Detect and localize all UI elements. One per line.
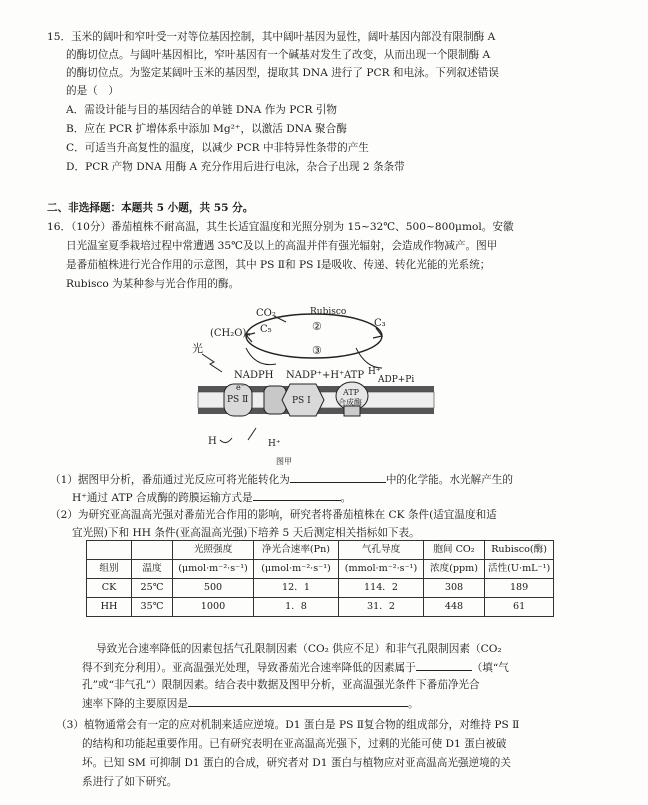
ps2-label: PS Ⅱ: [227, 395, 249, 405]
q16-line-1: 16．（10分）番茄植株不耐高温，其生长适宜温度和光照分别为 15~32℃、500~800μmol。安徽: [47, 221, 514, 233]
answer-blank-3[interactable]: [416, 658, 472, 671]
text-segment: H⁺通过 ATP 合成酶的跨膜运输方式是: [72, 492, 253, 504]
table-cell: (mmol·m⁻²·s⁻¹): [339, 560, 424, 579]
table-header-row-2: [87, 560, 554, 579]
light-arrow: [202, 354, 222, 372]
table-cell: 气孔导度: [339, 541, 424, 560]
q16-sub3-line-1: （3）植物通常会有一定的应对机制来适应逆境。D1 蛋白是 PS Ⅱ复合物的组成部分，对维持 PS Ⅱ: [56, 719, 520, 731]
table-cell: 温度: [132, 560, 173, 579]
q15-line-3: 的酶切位点。为鉴定某阔叶玉米的基因型，提取其 DNA 进行了 PCR 和电泳。下列叙述错误: [66, 67, 499, 79]
q16-line-2: 日光温室夏季栽培过程中常遭遇 35℃及以上的高温并伴有强光辐射，会造成作物减产。图甲: [66, 240, 498, 252]
answer-blank-1[interactable]: [290, 470, 386, 483]
q16-sub1-line-1: [50, 470, 610, 489]
text-segment: 。: [407, 698, 419, 710]
table-cell: 光照强度: [173, 541, 254, 560]
q15-line-2: 的酶切位点。与阔叶基因相比，窄叶基因有一个碱基对发生了改变，从而出现一个限制酶 A: [66, 49, 491, 61]
q16-para-line-3: 孔”或“非气孔”）限制因素。结合表中数据及图甲分析，亚高温强光条件下番茄净光合: [82, 679, 480, 691]
table-cell: 1．8: [254, 598, 339, 617]
text-segment: 。: [340, 492, 352, 504]
text-segment: 速率下降的主要原因是: [82, 698, 188, 710]
table-cell: 净光合速率(Pn): [254, 541, 339, 560]
rubisco-label: Rubisco: [310, 307, 347, 317]
table-cell: (μmol·m⁻²·s⁻¹): [173, 560, 254, 579]
atp-synthase-label-2: 合成酶: [338, 398, 362, 407]
ps1-label: PS Ⅰ: [292, 396, 311, 406]
table-cell: CK: [87, 579, 132, 598]
q16-sub2-line-1: （2）为研究亚高温高光强对番茄光合作用的影响，研究者将番茄植株在 CK 条件(适宜温度和适: [50, 509, 497, 521]
ch2o-label: (CH₂O)ₙ: [210, 328, 251, 339]
table-cell: 35℃: [132, 598, 173, 617]
table-cell: HH: [87, 598, 132, 617]
table-cell: (μmol·m⁻²·s⁻¹): [254, 560, 339, 579]
q16-para-line-1: 导致光合速率降低的因素包括气孔限制因素（CO₂ 供应不足）和非气孔限制因素（CO₂: [96, 643, 502, 655]
section-heading: 二、非选择题：本题共 5 小题，共 55 分。: [47, 202, 254, 214]
atp-synthase-label-1: ATP: [343, 388, 360, 397]
q15-line-1: 15．玉米的阔叶和窄叶受一对等位基因控制，其中阔叶基因为显性，阔叶基因内部没有限制酶 A: [47, 31, 496, 43]
text-segment: （填“气: [471, 662, 509, 674]
atp-label: ATP: [344, 370, 365, 381]
table-cell: [132, 541, 173, 560]
q16-sub3-line-4: 系进行了如下研究。: [82, 776, 178, 788]
table-cell: 61: [485, 598, 554, 617]
step-2-marker: ②: [312, 320, 322, 333]
step-3-marker: ③: [312, 344, 322, 357]
q16-sub3-line-2: 的结构和功能起重要作用。已有研究表明在亚高温高光强下，过剩的光能可使 D1 蛋白被破: [82, 738, 507, 750]
q15-option-d: D．PCR 产物 DNA 用酶 A 充分作用后进行电泳，杂合子出现 2 条条带: [66, 161, 405, 173]
text-segment: 中的化学能。水光解产生的: [385, 474, 513, 486]
table-cell: 1000: [173, 598, 254, 617]
table-cell: 12．1: [254, 579, 339, 598]
q15-line-4: 的是（ ）: [66, 85, 119, 97]
q16-sub1-line-2: [72, 488, 632, 507]
table-cell: 25℃: [132, 579, 173, 598]
answer-blank-4[interactable]: [188, 694, 408, 707]
table-cell: 浓度(ppm): [424, 560, 485, 579]
q15-option-b: B．应在 PCR 扩增体系中添加 Mg²⁺，以激活 DNA 聚合酶: [66, 123, 347, 135]
nadph-label: NADPH: [234, 370, 274, 381]
electron-label: e⁻: [236, 383, 245, 392]
q16-para-line-4: [82, 694, 642, 713]
table-cell: Rubisco(酶): [485, 541, 554, 560]
adp-label: ADP+Pi: [378, 375, 415, 385]
answer-blank-2[interactable]: [253, 488, 341, 501]
q15-option-c: C．可适当升高复性的温度，以减少 PCR 中非特异性条带的产生: [66, 142, 369, 154]
hplus-top-label: H⁺: [368, 367, 381, 377]
table-cell: 500: [173, 579, 254, 598]
c3-label: C₃: [374, 318, 386, 329]
q16-sub2-line-2: 宜光照)下和 HH 条件(亚高温高光强)下培养 5 天后测定相关指标如下表。: [72, 527, 420, 539]
results-table: [86, 540, 554, 617]
table-row: [87, 598, 554, 617]
table-cell: 31．2: [339, 598, 424, 617]
table-header-row-1: [87, 541, 554, 560]
h-bottom-label: H: [208, 436, 217, 447]
table-row: [87, 579, 554, 598]
table-cell: 114．2: [339, 579, 424, 598]
text-segment: 得不到充分利用）。亚高温强光处理，导致番茄光合速率降低的因素属于: [82, 662, 416, 674]
table-cell: 组别: [87, 560, 132, 579]
table-cell: 189: [485, 579, 554, 598]
photosynthesis-diagram: [186, 298, 446, 470]
figure-caption: 图甲: [276, 457, 292, 466]
q16-para-line-2: [82, 658, 642, 677]
table-cell: 448: [424, 598, 485, 617]
table-cell: [87, 541, 132, 560]
q16-sub3-line-3: 坏。已知 SM 可抑制 D1 蛋白的合成，研究者对 D1 蛋白与植物应对亚高温高光强逆境的关: [82, 757, 511, 769]
hplus-bottom-label: H⁺: [268, 439, 281, 449]
table-cell: 308: [424, 579, 485, 598]
q16-line-3: 是番茄植株进行光合作用的示意图，其中 PS Ⅱ和 PS Ⅰ是吸收、传递、转化光能的光系统；: [66, 259, 491, 271]
table-cell: 胞间 CO₂: [424, 541, 485, 560]
light-label: 光: [192, 342, 203, 355]
c5-label: C₅: [260, 324, 272, 335]
q15-option-a: A．需设计能与目的基因结合的单链 DNA 作为 PCR 引物: [66, 104, 338, 116]
table-cell: 活性(U·mL⁻¹): [485, 560, 554, 579]
text-segment: （1）据图甲分析，番茄通过光反应可将光能转化为: [50, 474, 290, 486]
q16-line-4: Rubisco 为某种参与光合作用的酶。: [66, 278, 240, 290]
nadp-label: NADP⁺+H⁺: [286, 370, 345, 381]
co2-label: CO₂: [256, 308, 276, 319]
